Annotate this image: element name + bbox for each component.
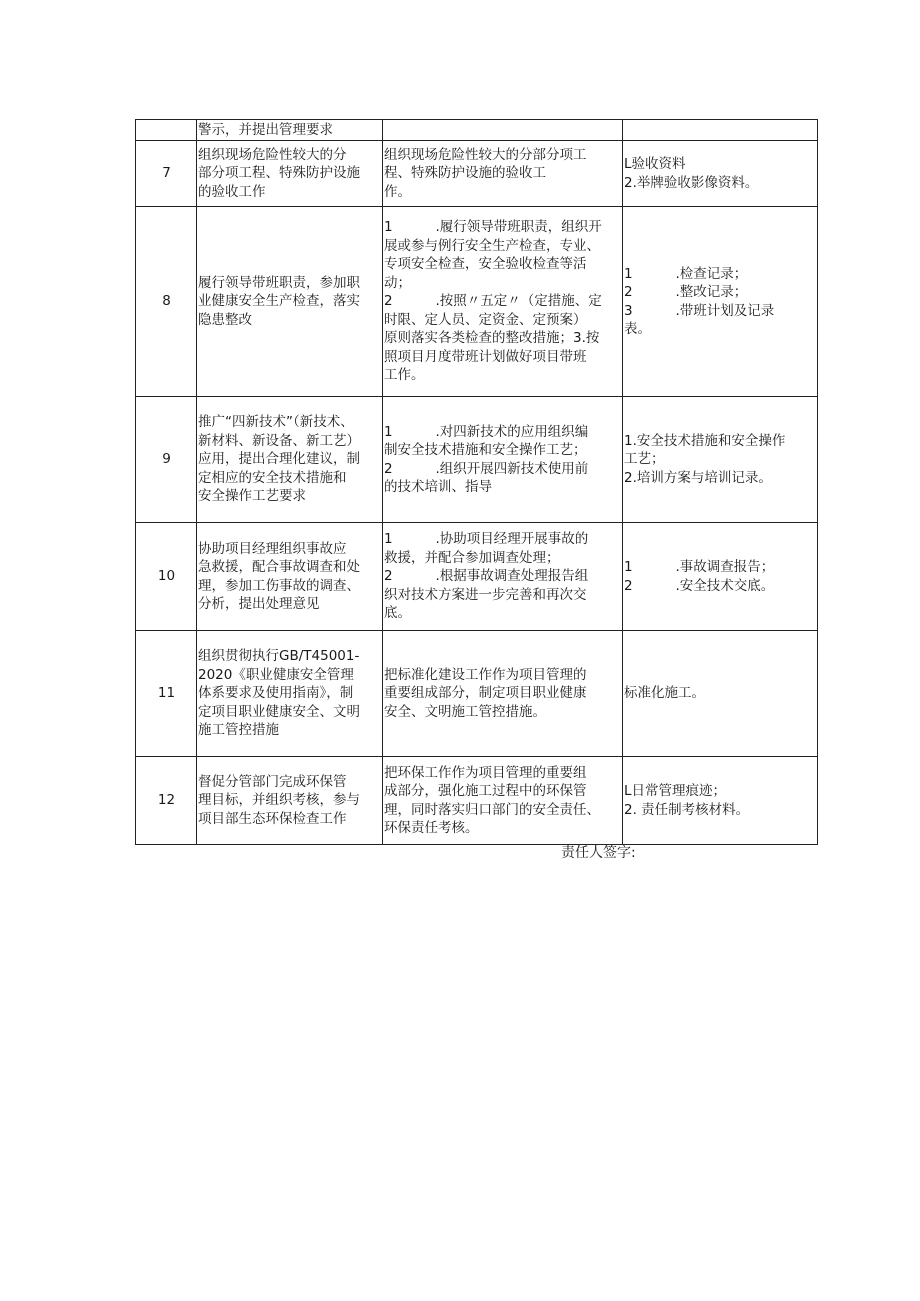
duty-line: 定相应的安全技术措施和 — [198, 469, 347, 486]
duty-line: 定项目职业健康安全、文明 — [198, 703, 360, 720]
table-row — [136, 757, 818, 845]
records-cell — [623, 631, 818, 757]
row-number-cell: 8 — [136, 207, 197, 397]
duty-line: 应用，提出合理化建议，制 — [198, 451, 360, 468]
table-row — [136, 207, 818, 397]
records-line: 标准化施工。 — [624, 685, 705, 702]
table-row — [136, 141, 818, 207]
duty-line: 项目部生态环保检查工作 — [198, 810, 347, 827]
duty-line: 体系要求及使用指南》，制 — [198, 685, 354, 702]
row-number-cell: 12 — [136, 757, 197, 845]
measures-line: 动； — [384, 274, 411, 291]
duty-line: 理目标，并组织考核，参与 — [198, 792, 360, 809]
measures-cell — [383, 207, 623, 397]
records-line: 2. 责任制考核材料。 — [624, 801, 750, 818]
row-number-cell: 7 — [136, 141, 197, 207]
measures-line: 作。 — [384, 183, 411, 200]
duty-cell — [197, 757, 383, 845]
measures-line: 专项安全检查，安全验收检查等活 — [384, 256, 587, 273]
records-line: 3 .带班计划及记录 — [624, 302, 775, 319]
duty-line: 2020《职业健康安全管理 — [198, 666, 354, 683]
records-cell — [623, 757, 818, 845]
row-number-cell: 10 — [136, 523, 197, 631]
responsibility-table — [135, 119, 818, 845]
duty-line: 急救援，配合事故调查和处 — [198, 559, 360, 575]
duty-line: 警示，并提出管理要求 — [198, 121, 333, 138]
measures-line: 环保责任考核。 — [384, 820, 479, 836]
table-row — [136, 120, 818, 141]
duty-line: 安全操作工艺要求 — [198, 488, 306, 505]
duty-line: 协助项目经理组织事故应 — [198, 540, 347, 557]
duty-cell — [197, 207, 383, 397]
measures-line: 2 .根据事故调查处理报告组 — [384, 568, 589, 585]
duty-line: 分析，提出处理意见 — [198, 596, 320, 612]
duty-line: 的验收工作 — [198, 183, 266, 200]
records-cell — [623, 397, 818, 523]
measures-line: 原则落实各类检查的整改措施；3.按 — [384, 330, 600, 347]
duty-cell — [197, 523, 383, 631]
records-cell — [623, 141, 818, 207]
measures-line: 1 .履行领导带班职责，组织开 — [384, 219, 602, 236]
duty-line: 推广“四新技术”（新技术、 — [198, 414, 354, 431]
duty-line: 组织现场危险性较大的分 — [198, 146, 347, 163]
measures-cell — [383, 757, 623, 845]
duty-line: 督促分管部门完成环保管 — [198, 773, 347, 790]
measures-line: 1 .协助项目经理开展事故的 — [384, 531, 589, 548]
measures-line: 2 .组织开展四新技术使用前 — [384, 460, 589, 477]
measures-cell — [383, 523, 623, 631]
duty-cell — [197, 141, 383, 207]
measures-line: 救援，并配合参加调查处理； — [384, 549, 560, 566]
duty-line: 隐患整改 — [198, 311, 252, 328]
records-line: 1.安全技术措施和安全操作 — [624, 432, 786, 449]
duty-line: 新材料、新设备、新工艺） — [198, 432, 360, 449]
row-number-cell — [136, 120, 197, 141]
measures-line: 安全、文明施工管控措施。 — [384, 703, 546, 720]
measures-line: 把环保工作作为项目管理的重要组 — [384, 764, 587, 781]
measures-line: 重要组成部分，制定项目职业健康 — [384, 685, 587, 702]
measures-cell — [383, 141, 623, 207]
duty-line: 履行领导带班职责，参加职 — [198, 274, 360, 291]
records-cell — [623, 523, 818, 631]
duty-line: 组织贯彻执行GB/T45001- — [198, 648, 360, 665]
duty-line: 业健康安全生产检查，落实 — [198, 293, 360, 310]
table-row — [136, 397, 818, 523]
measures-line: 2 .按照〃五定〃（定措施、定 — [384, 293, 602, 310]
measures-line: 组织现场危险性较大的分部分项工 — [384, 146, 587, 163]
records-line: L日常管理痕迹； — [624, 783, 727, 799]
measures-cell — [383, 631, 623, 757]
measures-cell — [383, 397, 623, 523]
records-line: 2 .整改记录； — [624, 284, 748, 300]
records-line: 2.举牌验收影像资料。 — [624, 174, 759, 191]
records-line: 工艺； — [624, 451, 665, 468]
duty-line: 部分项工程、特殊防护设施 — [198, 165, 360, 182]
records-line: 1 .事故调查报告； — [624, 559, 775, 575]
measures-cell — [383, 120, 623, 141]
measures-line: 展或参与例行安全生产检查，专业、 — [384, 237, 600, 254]
records-cell — [623, 207, 818, 397]
duty-cell — [197, 120, 383, 141]
measures-line: 成部分，强化施工过程中的环保管 — [384, 783, 587, 799]
records-line: 2 .安全技术交底。 — [624, 577, 775, 594]
responsibility-table-body — [136, 120, 818, 845]
row-number-cell: 9 — [136, 397, 197, 523]
duty-line: 施工管控措施 — [198, 722, 279, 739]
measures-line: 1 .对四新技术的应用组织编 — [384, 423, 589, 440]
measures-line: 织对技术方案进一步完善和再次交 — [384, 586, 587, 603]
measures-line: 照项目月度带班计划做好项目带班 — [384, 348, 587, 365]
measures-line: 制安全技术措施和安全操作工艺； — [384, 442, 587, 458]
measures-line: 把标准化建设工作作为项目管理的 — [384, 666, 587, 683]
records-cell — [623, 120, 818, 141]
records-line: 2.培训方案与培训记录。 — [624, 469, 772, 486]
signature-label: 责任人签字: — [561, 845, 636, 861]
records-line: 1 .检查记录； — [624, 265, 748, 282]
measures-line: 理，同时落实归口部门的安全责任、 — [384, 801, 600, 818]
duty-line: 理，参加工伤事故的调查、 — [198, 577, 360, 594]
table-row — [136, 631, 818, 757]
table-row — [136, 523, 818, 631]
row-number-cell: 11 — [136, 631, 197, 757]
measures-line: 工作。 — [384, 367, 425, 384]
records-line: L验收资料 — [624, 156, 686, 172]
measures-line: 的技术培训、指导 — [384, 479, 492, 495]
measures-line: 程、特殊防护设施的验收工 — [384, 165, 546, 182]
duty-cell — [197, 631, 383, 757]
duty-cell — [197, 397, 383, 523]
records-line: 表。 — [624, 321, 651, 337]
measures-line: 时限、定人员、定资金、定预案） — [384, 311, 587, 328]
measures-line: 底。 — [384, 605, 411, 622]
